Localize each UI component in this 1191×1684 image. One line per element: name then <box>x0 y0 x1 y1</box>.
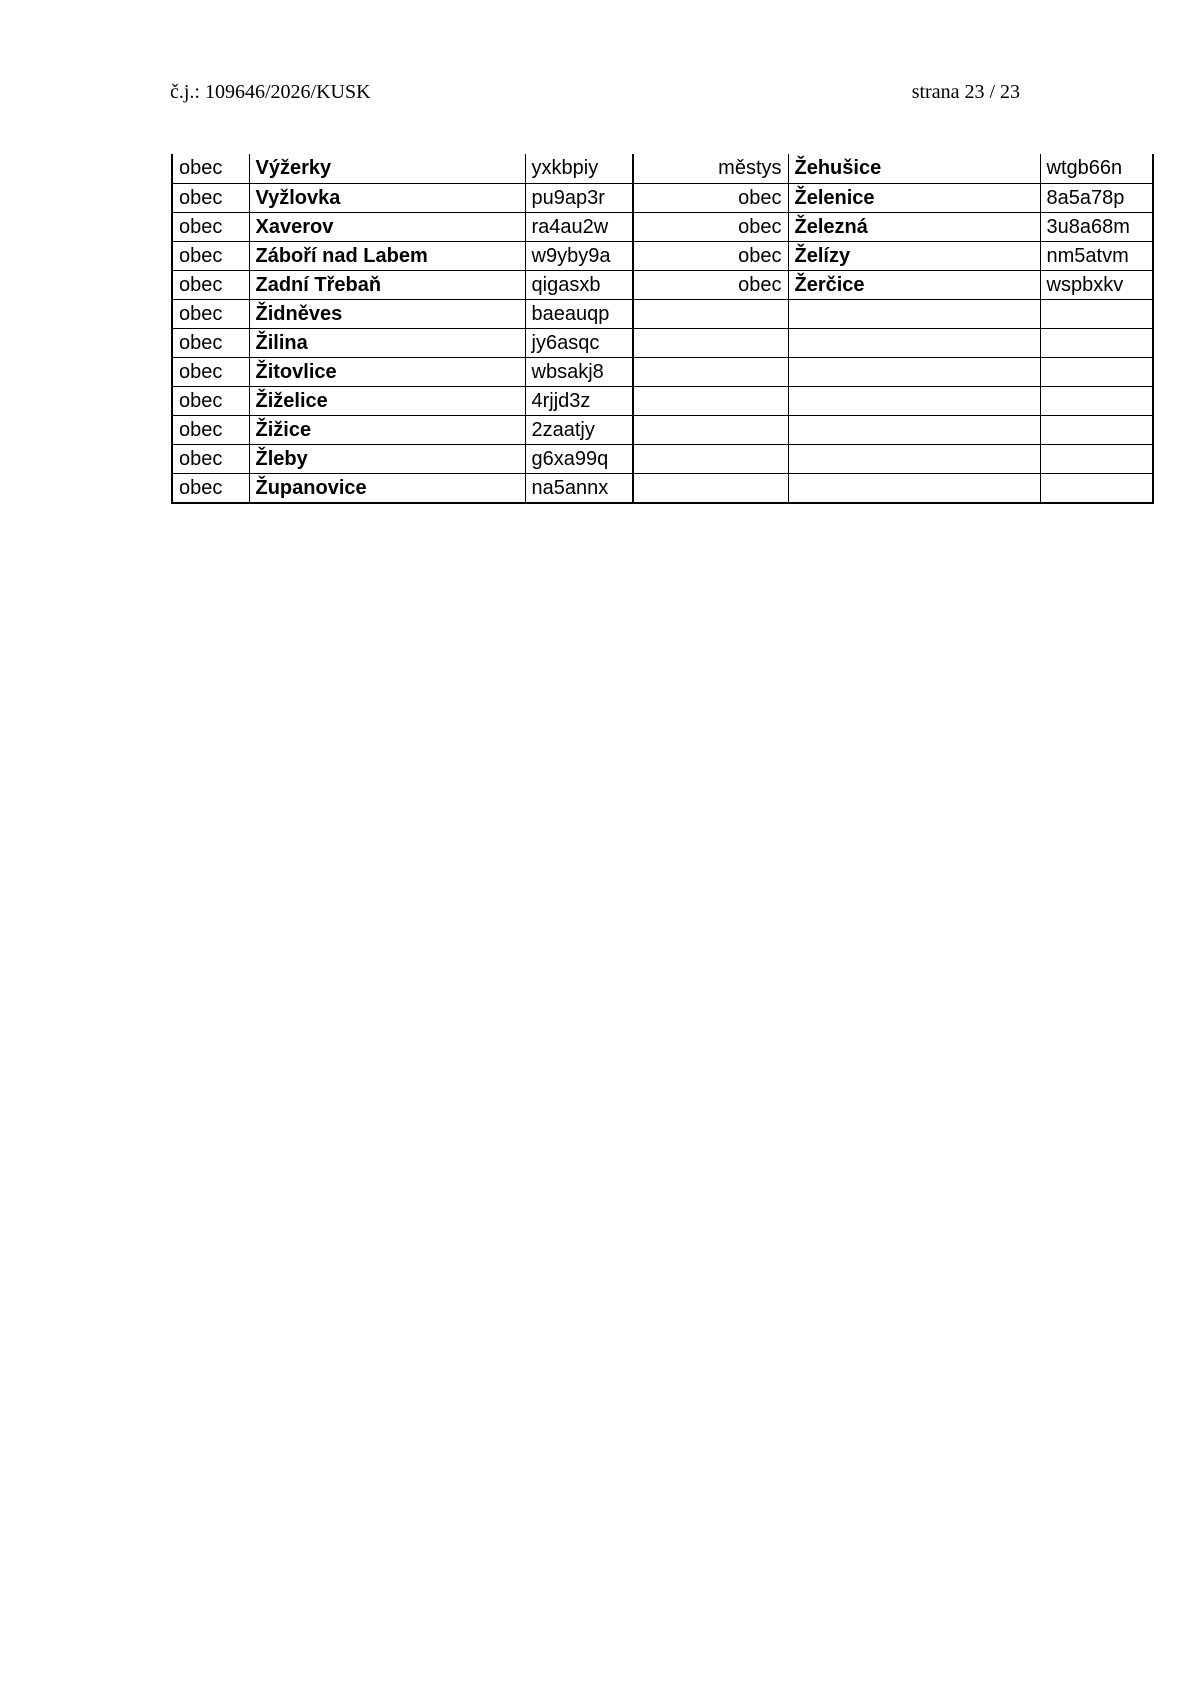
right-municipality-type <box>633 415 788 444</box>
left-municipality-code: baeauqp <box>525 299 633 328</box>
right-municipality-name: Želenice <box>788 183 1040 212</box>
right-municipality-type <box>633 386 788 415</box>
left-municipality-type: obec <box>172 444 249 473</box>
right-municipality-code: wtgb66n <box>1040 154 1153 183</box>
table-row <box>172 154 1153 183</box>
left-municipality-name: Žilina <box>249 328 525 357</box>
left-municipality-code: na5annx <box>525 473 633 503</box>
left-municipality-type: obec <box>172 328 249 357</box>
right-municipality-code: nm5atvm <box>1040 241 1153 270</box>
left-municipality-name: Žleby <box>249 444 525 473</box>
table-row <box>172 183 1153 212</box>
left-municipality-type: obec <box>172 299 249 328</box>
right-municipality-name <box>788 444 1040 473</box>
right-municipality-code <box>1040 386 1153 415</box>
right-municipality-name <box>788 415 1040 444</box>
right-municipality-code: 3u8a68m <box>1040 212 1153 241</box>
left-municipality-code: pu9ap3r <box>525 183 633 212</box>
right-municipality-code <box>1040 299 1153 328</box>
left-municipality-code: yxkbpiy <box>525 154 633 183</box>
table-row <box>172 415 1153 444</box>
right-municipality-code <box>1040 357 1153 386</box>
municipality-table <box>171 154 1154 504</box>
right-municipality-type <box>633 328 788 357</box>
left-municipality-name: Zadní Třebaň <box>249 270 525 299</box>
right-municipality-code <box>1040 444 1153 473</box>
right-municipality-name <box>788 473 1040 503</box>
right-municipality-type <box>633 444 788 473</box>
left-municipality-type: obec <box>172 357 249 386</box>
right-municipality-code <box>1040 415 1153 444</box>
left-municipality-type: obec <box>172 270 249 299</box>
left-municipality-type: obec <box>172 473 249 503</box>
left-municipality-code: qigasxb <box>525 270 633 299</box>
table-row <box>172 299 1153 328</box>
left-municipality-type: obec <box>172 183 249 212</box>
right-municipality-type: obec <box>633 241 788 270</box>
left-municipality-type: obec <box>172 241 249 270</box>
right-municipality-type <box>633 299 788 328</box>
left-municipality-name: Vyžlovka <box>249 183 525 212</box>
reference-number: č.j.: 109646/2026/KUSK <box>170 81 371 103</box>
table-row <box>172 212 1153 241</box>
right-municipality-type: městys <box>633 154 788 183</box>
right-municipality-name <box>788 386 1040 415</box>
right-municipality-name: Želízy <box>788 241 1040 270</box>
left-municipality-name: Výžerky <box>249 154 525 183</box>
left-municipality-name: Županovice <box>249 473 525 503</box>
right-municipality-type: obec <box>633 270 788 299</box>
left-municipality-code: ra4au2w <box>525 212 633 241</box>
right-municipality-name <box>788 357 1040 386</box>
left-municipality-code: wbsakj8 <box>525 357 633 386</box>
table-row <box>172 241 1153 270</box>
right-municipality-type: obec <box>633 183 788 212</box>
left-municipality-code: 4rjjd3z <box>525 386 633 415</box>
right-municipality-name: Železná <box>788 212 1040 241</box>
left-municipality-name: Žiželice <box>249 386 525 415</box>
page-number: strana 23 / 23 <box>911 81 1020 103</box>
left-municipality-name: Žitovlice <box>249 357 525 386</box>
right-municipality-name: Žehušice <box>788 154 1040 183</box>
table-row <box>172 357 1153 386</box>
right-municipality-type <box>633 357 788 386</box>
right-municipality-code: wspbxkv <box>1040 270 1153 299</box>
table-row <box>172 473 1153 503</box>
table-row <box>172 386 1153 415</box>
table-row <box>172 328 1153 357</box>
right-municipality-code <box>1040 473 1153 503</box>
left-municipality-name: Xaverov <box>249 212 525 241</box>
right-municipality-name <box>788 328 1040 357</box>
table-row <box>172 270 1153 299</box>
left-municipality-name: Židněves <box>249 299 525 328</box>
left-municipality-name: Žižice <box>249 415 525 444</box>
left-municipality-code: w9yby9a <box>525 241 633 270</box>
right-municipality-code <box>1040 328 1153 357</box>
left-municipality-type: obec <box>172 386 249 415</box>
left-municipality-code: jy6asqc <box>525 328 633 357</box>
right-municipality-type: obec <box>633 212 788 241</box>
right-municipality-type <box>633 473 788 503</box>
right-municipality-name <box>788 299 1040 328</box>
left-municipality-type: obec <box>172 154 249 183</box>
table-row <box>172 444 1153 473</box>
right-municipality-code: 8a5a78p <box>1040 183 1153 212</box>
left-municipality-code: 2zaatjy <box>525 415 633 444</box>
left-municipality-name: Záboří nad Labem <box>249 241 525 270</box>
right-municipality-name: Žerčice <box>788 270 1040 299</box>
left-municipality-type: obec <box>172 212 249 241</box>
left-municipality-code: g6xa99q <box>525 444 633 473</box>
left-municipality-type: obec <box>172 415 249 444</box>
table-body <box>172 154 1153 503</box>
